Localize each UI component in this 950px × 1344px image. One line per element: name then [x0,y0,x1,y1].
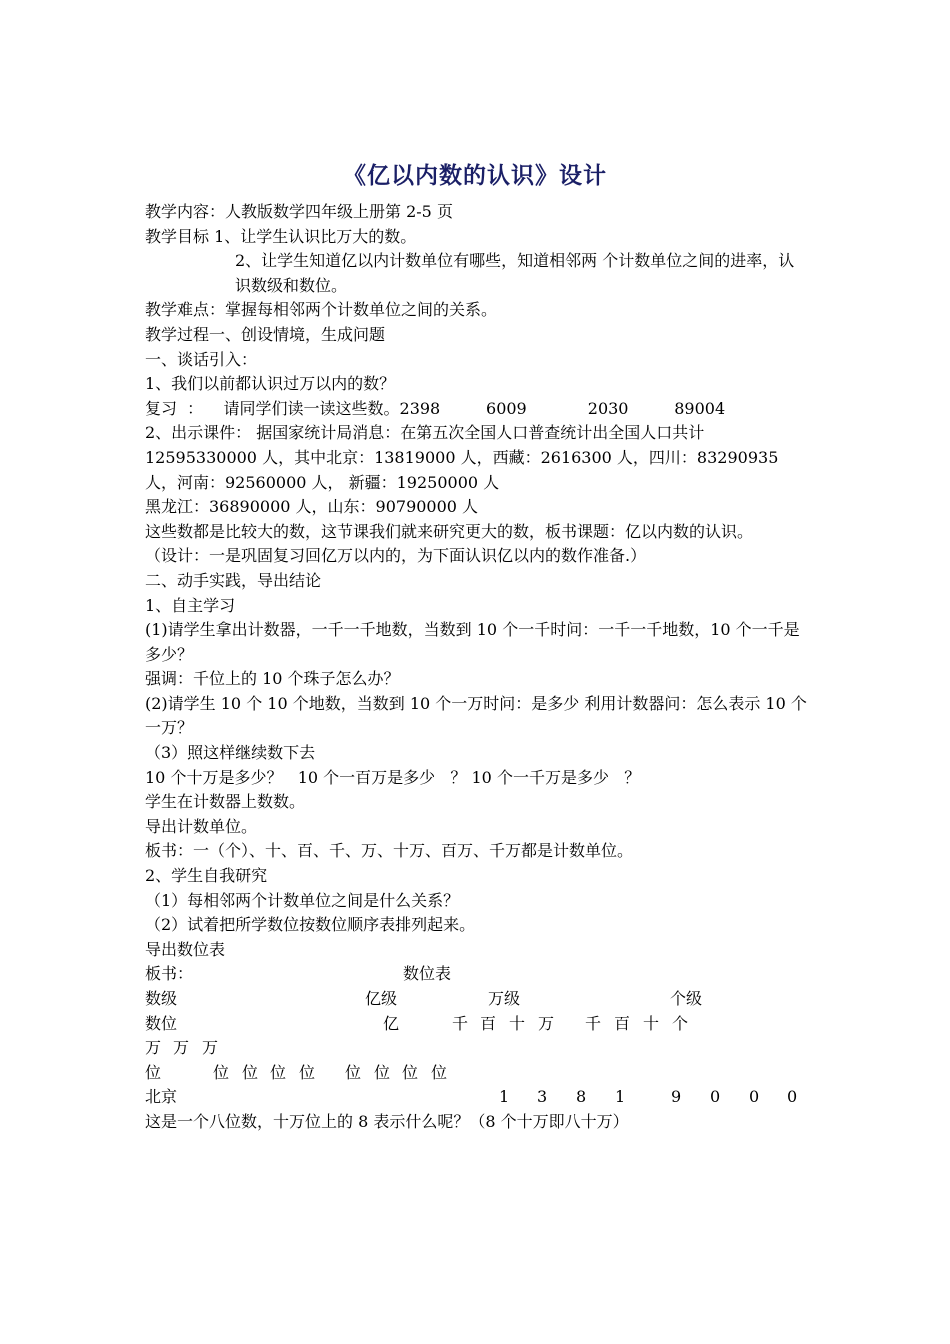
line-goal-1: 教学目标 1、让学生认识比万大的数。 [145,226,417,246]
line-step-3: （3）照这样继续数下去 [145,743,316,763]
table-header-row [145,962,810,987]
table-row-wei [145,1061,810,1086]
table-cell: 千 [585,1013,602,1033]
line-questions: 10 个十万是多少？ 10 个一百万是多少 ？ 10 个一千万是多少 ？ [145,767,641,787]
table-cell: 1 [615,1087,626,1107]
table-cell: 万 [538,1013,555,1033]
table-cell: 万 [173,1038,190,1058]
line-step-2: (2)请学生 10 个 10 个地数，当数到 10 个一万时问：是多少 利用计数器问：怎么表示 10 个一万？ [145,693,807,738]
table-cell: 9 [671,1087,682,1107]
line-heilongjiang: 黑龙江：36890000 人，山东：90790000 人 [145,497,479,517]
board-label: 板书： [145,964,194,984]
table-cell: 亿 [383,1013,400,1033]
table-cell: 位 [145,1062,162,1082]
table-cell: 位 [299,1062,316,1082]
table-cell: 百 [480,1013,497,1033]
table-row-place [145,1012,810,1037]
line-section-2: 二、动手实践，导出结论 [145,570,322,590]
document-body [145,200,810,1135]
table-cell: 十 [509,1013,526,1033]
table-cell: 1 [499,1087,510,1107]
table-cell: 位 [431,1062,448,1082]
line-research-2: （2）试着把所学数位按数位顺序表排列起来。 [145,915,476,935]
table-row-beijing [145,1085,810,1110]
table-row-wan [145,1036,810,1061]
line-courseware: 2、出示课件： 据国家统计局消息：在第五次全国人口普查统计出全国人口共计12595330000 人，其中北京：13819000 人，西藏：2616300 人，四川：83290935 人，河南：92560000 人， 新疆：19250000 人 [145,423,779,492]
line-intro-q: 1、我们以前都认识过万以内的数？ [145,374,396,394]
table-cell: 位 [242,1062,259,1082]
line-process: 教学过程一、创设情境，生成问题 [145,324,386,344]
table-cell: 0 [749,1087,760,1107]
table-cell: 8 [576,1087,587,1107]
page-title: 《亿以内数的认识》设计 [343,162,607,189]
table-cell: 位 [345,1062,362,1082]
line-units: 导出计数单位。 [145,816,258,836]
line-self-study: 1、自主学习 [145,595,236,615]
line-topic: 这些数都是比较大的数，这节课我们就来研究更大的数，板书课题：亿以内数的认识。 [145,521,754,541]
line-research-1: （1）每相邻两个计数单位之间是什么关系？ [145,890,460,910]
table-cell: 0 [710,1087,721,1107]
table-cell: 位 [402,1062,419,1082]
line-content: 教学内容：人教版数学四年级上册第 2-5 页 [145,202,453,221]
table-cell: 3 [537,1087,548,1107]
table-row-level [145,987,810,1012]
table-cell: 个 [672,1013,689,1033]
table-cell: 数位 [145,1013,178,1033]
line-step-1: (1)请学生拿出计数器，一千一千地数，当数到 10 个一千时问：一千一千地数，10 个一千是多少？ [145,620,800,664]
line-place-table: 导出数位表 [145,939,226,959]
table-cell: 百 [614,1013,631,1033]
table-cell: 亿级 [365,989,398,1008]
line-intro-heading: 一、谈话引入： [145,349,258,369]
table-cell: 个级 [670,989,703,1008]
table-cell: 位 [213,1062,230,1082]
table-cell: 十 [643,1013,660,1033]
line-final: 这是一个八位数，十万位上的 8 表示什么呢？（8 个十万即八十万） [145,1111,629,1131]
line-difficulty: 教学难点：掌握每相邻两个计数单位之间的关系。 [145,300,498,320]
table-cell: 0 [787,1087,798,1107]
table-cell: 数级 [145,989,178,1008]
line-board-units: 板书：一（个）、十、百、千、万、十万、百万、千万都是计数单位。 [145,841,634,861]
line-goal-2: 2、让学生知道亿以内计数单位有哪些，知道相邻两 个计数单位之间的进率，认识数级和数位。 [235,251,795,295]
table-title: 数位表 [403,964,452,984]
table-cell: 万 [202,1038,219,1058]
table-cell: 万级 [488,989,521,1008]
line-review: 复习 ： 请同学们读一读这些数。2398 6009 2030 89004 [145,398,726,418]
table-cell: 位 [270,1062,287,1082]
line-count: 学生在计数器上数数。 [145,792,306,812]
table-cell: 北京 [145,1087,178,1107]
line-design-note: （设计：一是巩固复习回亿万以内的，为下面认识亿以内的数作准备.） [145,546,647,566]
line-emphasis: 强调：千位上的 10 个珠子怎么办？ [145,669,400,689]
table-cell: 位 [374,1062,391,1082]
table-cell: 万 [145,1038,162,1058]
line-research: 2、学生自我研究 [145,866,268,886]
table-cell: 千 [452,1013,469,1033]
